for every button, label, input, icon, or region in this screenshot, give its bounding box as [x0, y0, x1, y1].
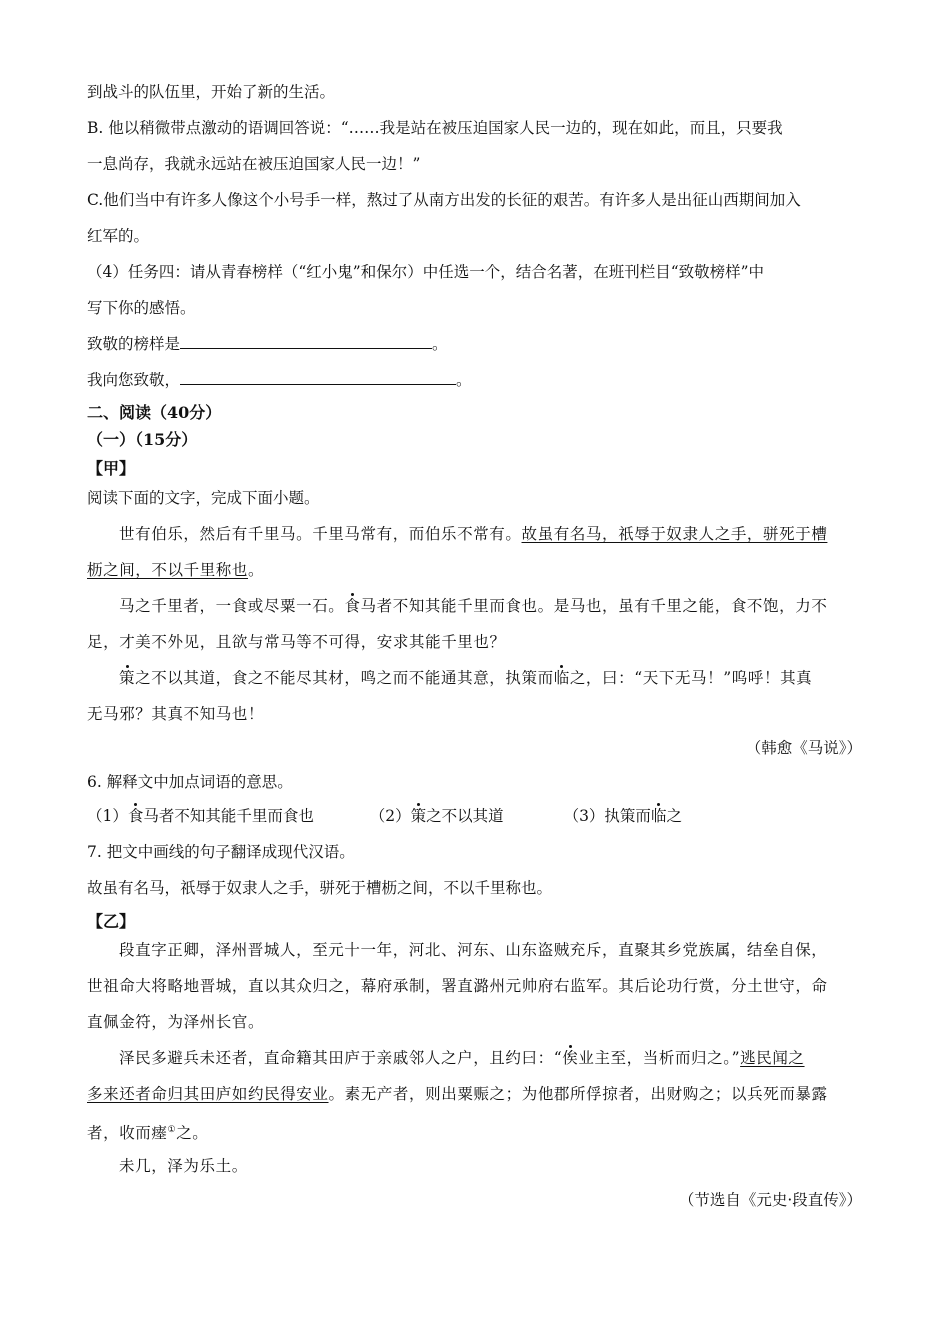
underlined-sentence: 故虽有名马，祇辱于奴隶人之手，骈死于槽	[521, 525, 828, 543]
text: 。	[248, 561, 265, 579]
option-b-line1: B. 他以稍微带点激动的语调回答说：“……我是站在被压迫国家人民一边的，现在如此，而且，只要我	[87, 119, 783, 137]
text: 。素无产者，则出粟赈之；为他郡所俘掠者，出财购之；以兵死而暴露	[328, 1085, 828, 1103]
passage-yi-label: 【乙】	[87, 912, 136, 931]
passage-jia-p3-line1	[119, 668, 812, 688]
fill-label: 致敬的榜样是	[87, 335, 181, 353]
dotted-word: 临	[650, 807, 667, 825]
q6-item-2	[370, 807, 504, 825]
passage-jia-p2-line1	[119, 596, 827, 616]
dotted-word: 策	[410, 807, 427, 825]
option-c-line2: 红军的。	[87, 227, 150, 245]
text: 者，收而瘗	[87, 1124, 168, 1143]
question-7: 7. 把文中画线的句子翻译成现代汉语。	[87, 843, 355, 861]
fill-label: 我向您致敬，	[87, 371, 181, 389]
item-number: （3）执策而	[563, 807, 651, 825]
passage-jia-label: 【甲】	[87, 459, 136, 478]
question-7-sentence: 故虽有名马，祇辱于奴隶人之手，骈死于槽枥之间，不以千里称也。	[87, 879, 553, 897]
footnote-mark: ①	[167, 1125, 177, 1135]
question-6: 6. 解释文中加点词语的意思。	[87, 773, 293, 791]
instruction: 阅读下面的文字，完成下面小题。	[87, 489, 320, 507]
underlined-sentence: 多来还者命归其田庐如约民得安业	[87, 1085, 329, 1103]
text: 马者不知其能千里而食也。是马也，虽有千里之能，食不饱，力不	[360, 597, 828, 615]
section-title: 二、阅读（40分）	[87, 403, 222, 422]
source-citation: （韩愈《马说》）	[745, 739, 862, 757]
passage-jia-p2-line2: 足，才美不外见，且欲与常马等不可得，安求其能千里也？	[87, 633, 506, 651]
text: 马者不知其能千里而食也	[143, 807, 314, 825]
source-citation: （节选自《元史·段直传》）	[678, 1191, 862, 1209]
passage-jia-p3-line2: 无马邪？其真不知马也！	[87, 705, 265, 723]
passage-yi-p1-line3: 直佩金符，为泽州长官。	[87, 1013, 265, 1031]
text: 之	[666, 807, 682, 825]
dotted-word: 俟	[562, 1049, 579, 1067]
text-line: 到战斗的队伍里，开始了新的生活。	[87, 83, 336, 101]
fill-line-1	[87, 334, 448, 354]
text: 世有伯乐，然后有千里马。千里马常有，而伯乐不常有。	[119, 525, 522, 543]
fill-end: 。	[432, 335, 448, 353]
item-number: （1）	[87, 807, 128, 825]
option-b-line2: 一息尚存，我就永远站在被压迫国家人民一边！”	[87, 155, 421, 173]
fill-line-2	[87, 370, 472, 390]
task4-line2: 写下你的感悟。	[87, 299, 196, 317]
passage-yi-p1-line2: 世祖命大将略地晋城，直以其众归之，幕府承制，署直潞州元帅府右监军。其后论功行赏，分土世守，命	[87, 977, 828, 995]
passage-jia-p1-line1	[119, 524, 827, 544]
q6-item-3	[564, 807, 682, 825]
fill-end: 。	[456, 371, 472, 389]
underlined-sentence: 枥之间，不以千里称也	[87, 561, 249, 579]
dotted-word: 临	[553, 669, 570, 687]
text: 泽民多避兵未还者，直命籍其田庐于亲戚邻人之户，且约曰：“	[119, 1049, 563, 1067]
text: 之不以其道，食之不能尽其材，鸣之而不能通其意，执策而	[135, 669, 554, 687]
underlined-sentence: 逃民闻之	[740, 1049, 805, 1067]
passage-yi-p2-line1	[119, 1048, 805, 1068]
part-title: （一）（15分）	[87, 430, 198, 449]
passage-yi-p2-line2	[87, 1084, 828, 1104]
dotted-word: 策	[119, 669, 136, 687]
dotted-word: 食	[344, 597, 361, 615]
text: 之不以其道	[426, 807, 504, 825]
option-c-line1: C.他们当中有许多人像这个小号手一样，熬过了从南方出发的长征的艰苦。有许多人是出征山西期间加入	[87, 191, 801, 209]
answer-blank[interactable]	[180, 334, 432, 349]
task4-line1: （4）任务四：请从青春榜样（“红小鬼”和保尔）中任选一个，结合名著，在班刊栏目“致敬榜样”中	[87, 263, 765, 281]
q6-item-1	[87, 807, 314, 825]
text: 马之千里者，一食或尽粟一石。	[119, 597, 345, 615]
passage-yi-p2-line3	[87, 1120, 208, 1143]
item-number: （2）	[369, 807, 411, 825]
text: 之。	[176, 1124, 209, 1143]
question-6-items	[87, 806, 682, 826]
passage-yi-p1-line1: 段直字正卿，泽州晋城人，至元十一年，河北、河东、山东盗贼充斥，直聚其乡党族属，结垒自保，	[119, 941, 828, 959]
text: 之，曰：“天下无马！”呜呼！其真	[569, 669, 813, 687]
dotted-word: 食	[127, 807, 144, 825]
passage-yi-p3: 未几，泽为乐土。	[119, 1157, 248, 1175]
answer-blank[interactable]	[180, 370, 456, 385]
passage-jia-p1-line2	[87, 560, 264, 580]
text: 业主至，当析而归之。”	[578, 1049, 741, 1067]
